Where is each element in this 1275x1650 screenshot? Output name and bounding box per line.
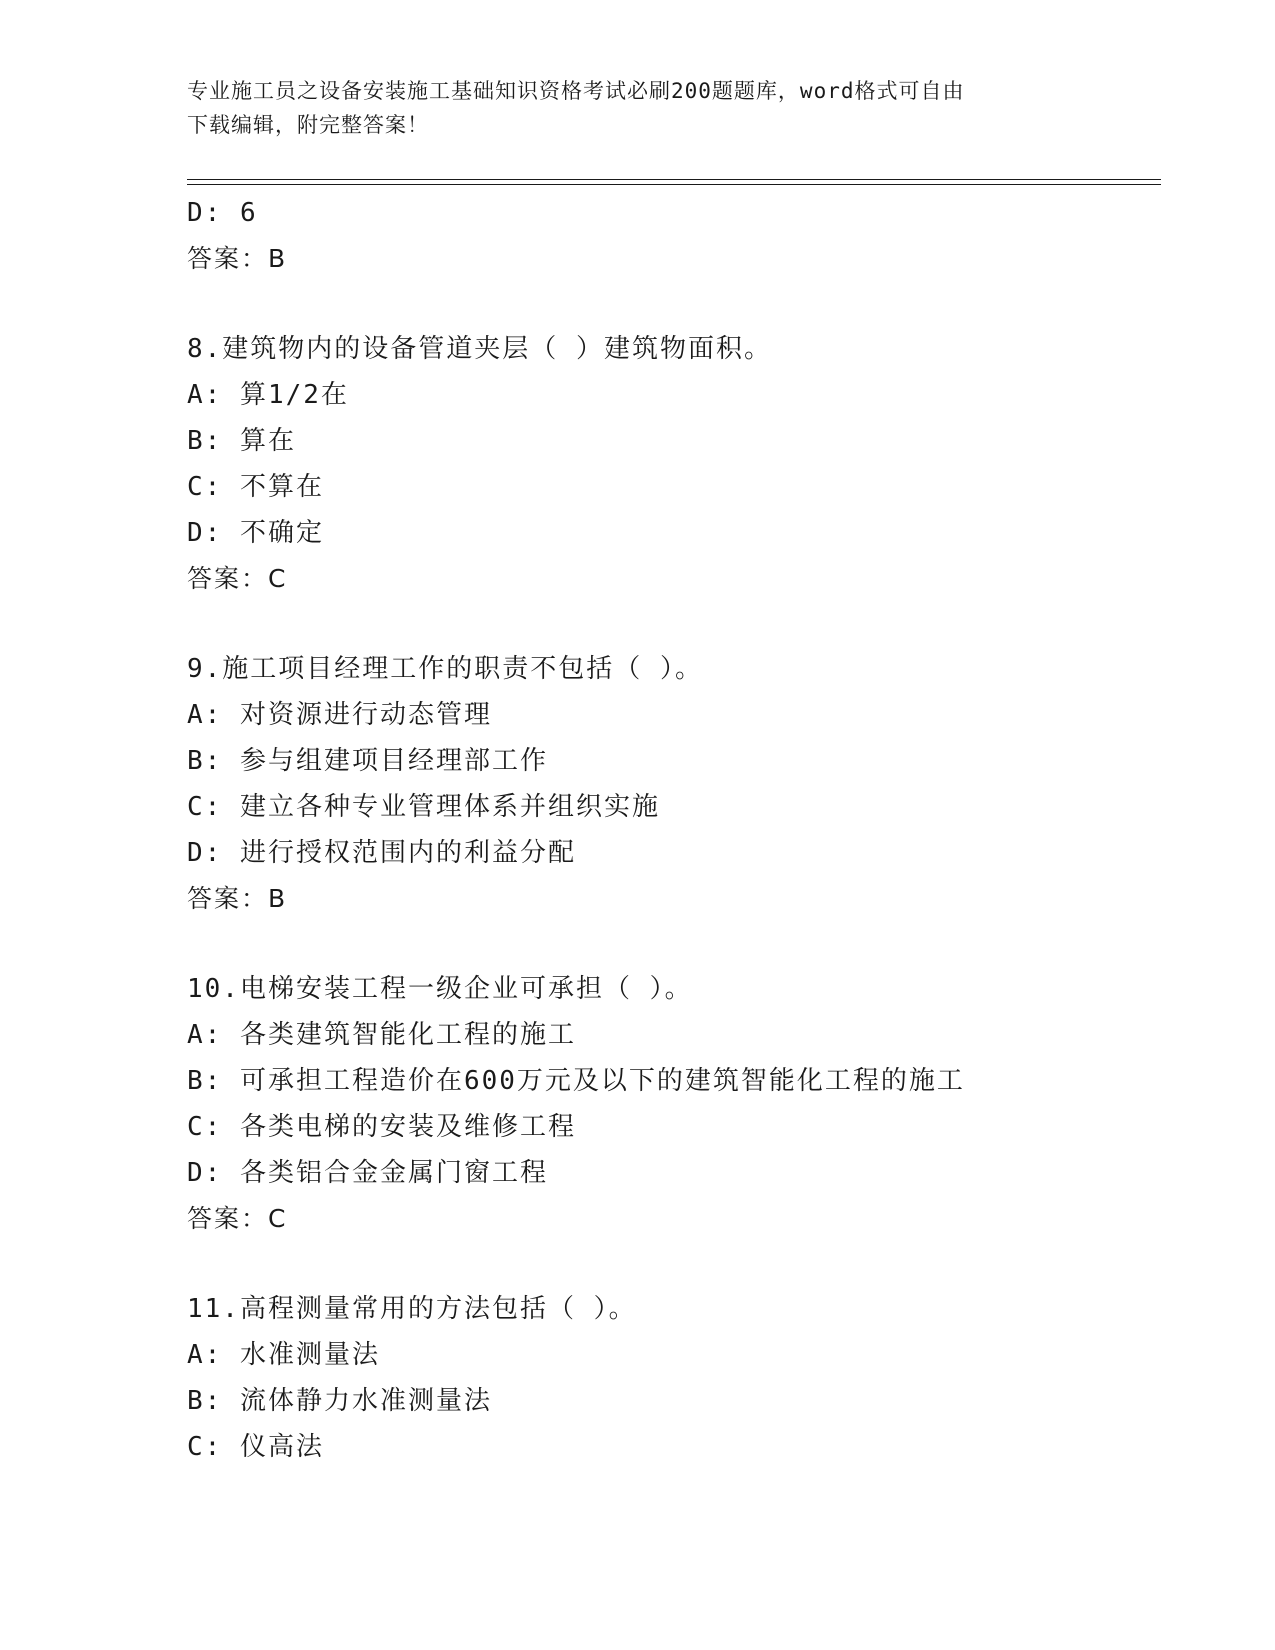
option-c: C: 不算在 — [187, 472, 324, 502]
spacer — [187, 1242, 1187, 1286]
question-8 — [187, 326, 1187, 602]
option-d: D: 不确定 — [187, 518, 324, 548]
header-title-line-1: 专业施工员之设备安装施工基础知识资格考试必刷200题题库，word格式可自由 — [187, 79, 965, 103]
question-10 — [187, 966, 1187, 1242]
answer-line: 答案：C — [187, 564, 288, 593]
option-d: D: 进行授权范围内的利益分配 — [187, 838, 576, 868]
option-a: A: 算1/2在 — [187, 380, 349, 410]
header-divider-bottom — [187, 184, 1161, 185]
option-a: A: 水准测量法 — [187, 1340, 380, 1370]
question-stem: 10.电梯安装工程一级企业可承担（ ）。 — [187, 974, 693, 1004]
option-b: B: 可承担工程造价在600万元及以下的建筑智能化工程的施工 — [187, 1066, 965, 1096]
option-b: B: 算在 — [187, 426, 296, 456]
question-list — [187, 190, 1187, 1470]
question-11 — [187, 1286, 1187, 1470]
option-a: A: 对资源进行动态管理 — [187, 700, 492, 730]
option-d: D: 各类铝合金金属门窗工程 — [187, 1158, 548, 1188]
option-c: C: 各类电梯的安装及维修工程 — [187, 1112, 576, 1142]
option-b: B: 参与组建项目经理部工作 — [187, 746, 548, 776]
spacer — [187, 602, 1187, 646]
option-d: D: 6 — [187, 198, 258, 228]
option-a: A: 各类建筑智能化工程的施工 — [187, 1020, 576, 1050]
header-title-line-2: 下载编辑，附完整答案！ — [187, 113, 429, 137]
question-stem: 8.建筑物内的设备管道夹层（ ）建筑物面积。 — [187, 334, 772, 364]
option-b: B: 流体静力水准测量法 — [187, 1386, 492, 1416]
spacer — [187, 922, 1187, 966]
answer-line: 答案：C — [187, 1204, 288, 1233]
question-9 — [187, 646, 1187, 922]
question-stem: 9.施工项目经理工作的职责不包括（ ）。 — [187, 654, 703, 684]
answer-line: 答案：B — [187, 884, 288, 913]
document-header — [187, 74, 1087, 142]
header-divider-top — [187, 179, 1161, 180]
question-stem: 11.高程测量常用的方法包括（ ）。 — [187, 1294, 637, 1324]
option-c: C: 建立各种专业管理体系并组织实施 — [187, 792, 660, 822]
answer-line: 答案：B — [187, 244, 288, 273]
spacer — [187, 282, 1187, 326]
option-c: C: 仪高法 — [187, 1432, 324, 1462]
